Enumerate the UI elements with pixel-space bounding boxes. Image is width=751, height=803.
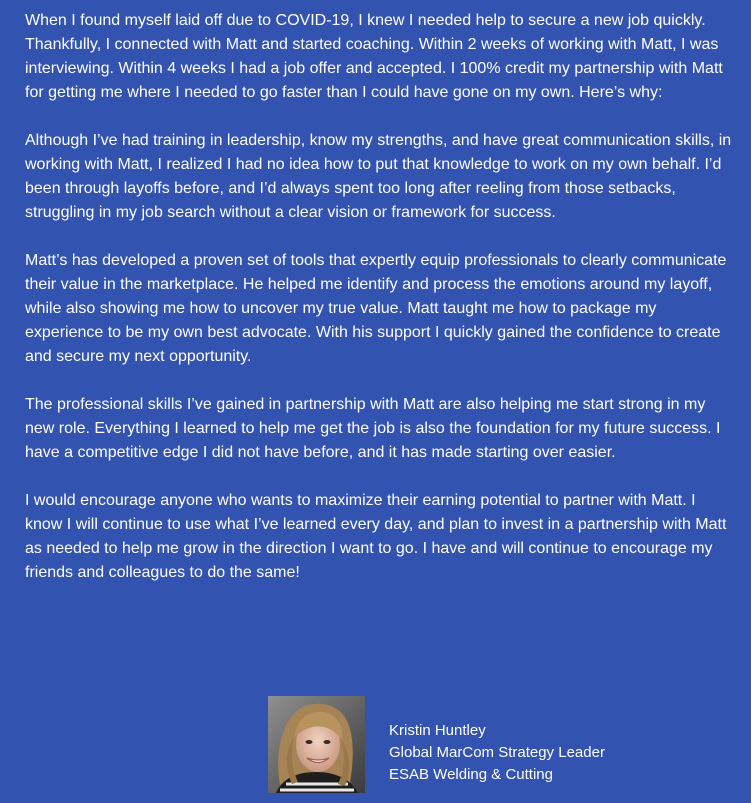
author-title: Global MarCom Strategy Leader bbox=[389, 744, 605, 761]
author-block bbox=[268, 696, 648, 792]
testimonial-paragraph: Matt’s has developed a proven set of tools that expertly equip professionals to clearly communicate their value in the marketplace. He helped me identify and process the emotions around my layoff, while also showing me how to uncover my true value. Matt taught me how to package my experience to be my own best advocate. With his support I quickly gained the confidence to create and secure my next opportunity. bbox=[25, 252, 727, 365]
author-signature bbox=[389, 720, 605, 786]
author-company: ESAB Welding & Cutting bbox=[389, 766, 553, 783]
testimonial-paragraph: The professional skills I’ve gained in partnership with Matt are also helping me start strong in my new role. Everything I learned to help me get the job is also the foundation for my future success. I have a competitive edge I did not have before, and it has made starting over easier. bbox=[25, 396, 721, 461]
testimonial-body bbox=[25, 9, 737, 609]
testimonial-paragraph: Although I’ve had training in leadership, know my strengths, and have great communication skills, in working with Matt, I realized I had no idea how to put that knowledge to work on my own behalf. I’d been through layoffs before, and I’d always spent too long after reeling from those setbacks, struggling in my job search without a clear vision or framework for success. bbox=[25, 132, 732, 221]
author-photo bbox=[268, 696, 365, 793]
author-name: Kristin Huntley bbox=[389, 722, 486, 739]
testimonial-paragraph: I would encourage anyone who wants to maximize their earning potential to partner with Matt. I know I will continue to use what I’ve learned every day, and plan to invest in a partnership with Matt as needed to help me grow in the direction I want to go. I have and will continue to encourage my friends and colleagues to do the same! bbox=[25, 492, 727, 581]
testimonial-paragraph: When I found myself laid off due to COVID-19, I knew I needed help to secure a new job quickly. Thankfully, I connected with Matt and started coaching. Within 2 weeks of working with Matt, I was interviewing. Within 4 weeks I had a job offer and accepted. I 100% credit my partnership with Matt for getting me where I needed to go faster than I could have gone on my own. Here’s why: bbox=[25, 12, 723, 101]
